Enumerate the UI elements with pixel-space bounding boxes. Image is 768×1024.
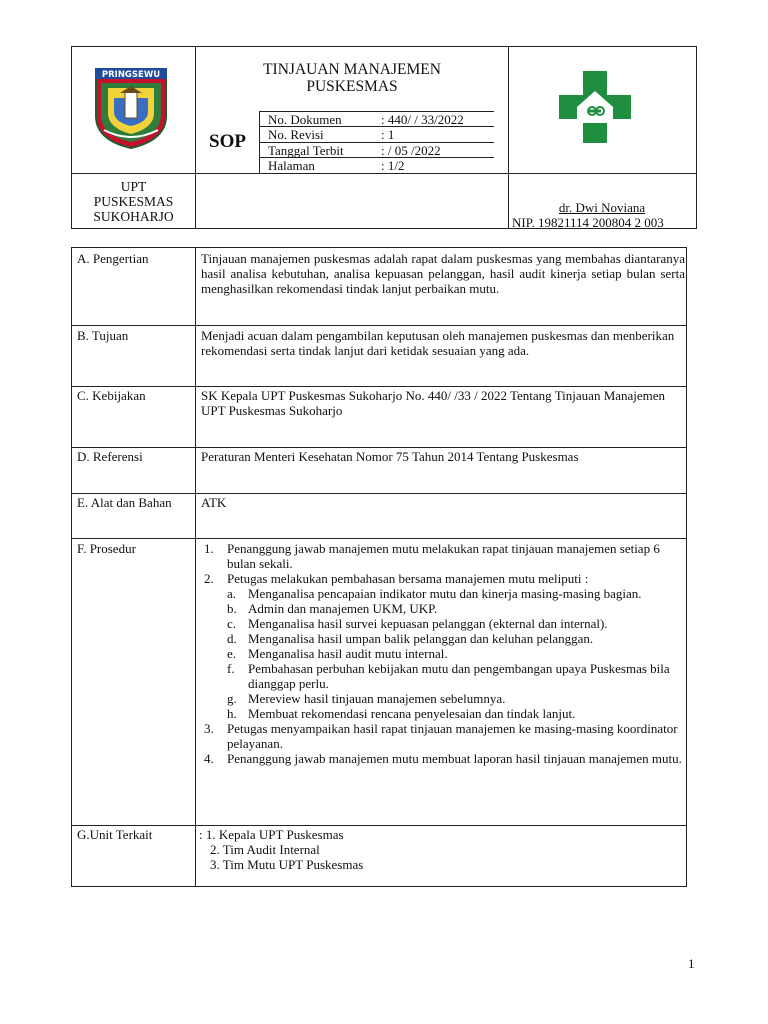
related-unit-item: 3. Tim Mutu UPT Puskesmas xyxy=(210,857,364,872)
substep-text: Menganalisa hasil survei kepuasan pelanggan (ekternal dan internal). xyxy=(248,616,608,631)
substep-letter: f. xyxy=(227,661,235,676)
title-line: TINJAUAN MANAJEMEN xyxy=(263,61,441,78)
column-divider xyxy=(195,248,196,886)
title-line: PUSKESMAS xyxy=(306,78,398,95)
row-divider xyxy=(72,493,686,494)
revision-value: : 1 xyxy=(381,127,395,142)
substep-text: Membuat rekomendasi rencana penyelesaian dan tindak lanjut. xyxy=(248,706,576,721)
revision-label: No. Revisi xyxy=(268,127,324,142)
procedure-list xyxy=(201,541,685,766)
section-label: C. Kebijakan xyxy=(77,388,146,403)
related-unit-item: 2. Tim Audit Internal xyxy=(210,842,320,857)
related-unit-item: : 1. Kepala UPT Puskesmas xyxy=(199,827,344,842)
substep-letter: b. xyxy=(227,601,237,616)
related-units-list xyxy=(199,827,683,872)
unit-line: SUKOHARJO xyxy=(93,209,174,224)
row-divider xyxy=(72,386,686,387)
substep-letter: h. xyxy=(227,706,237,721)
unit-line: UPT xyxy=(120,179,147,194)
row-divider xyxy=(72,538,686,539)
substep-letter: d. xyxy=(227,631,237,646)
substep-text: Menganalisa hasil umpan balik pelanggan dan keluhan pelanggan. xyxy=(248,631,594,646)
page-label: Halaman xyxy=(268,158,315,173)
procedure-step xyxy=(201,541,685,571)
step-number: 2. xyxy=(204,571,214,586)
signer-nip: NIP. 19821114 200804 2 003 xyxy=(512,215,664,230)
section-label: G.Unit Terkait xyxy=(77,827,153,842)
substep-letter: a. xyxy=(227,586,237,601)
section-label: A. Pengertian xyxy=(77,251,149,266)
document-title xyxy=(196,61,508,95)
step-text: Petugas melakukan pembahasan bersama manajemen mutu meliputi : xyxy=(227,571,589,586)
section-label: F. Prosedur xyxy=(77,541,136,556)
issue-date-label: Tanggal Terbit xyxy=(268,143,344,158)
row-divider xyxy=(72,825,686,826)
pringsewu-logo xyxy=(92,68,170,150)
procedure-step xyxy=(201,571,685,586)
doc-number-label: No. Dokumen xyxy=(268,112,342,127)
step-text: Penanggung jawab manajemen mutu melakukan rapat tinjauan manajemen setiap 6 bulan sekali. xyxy=(227,541,660,571)
issue-date-value: : / 05 /2022 xyxy=(381,143,441,158)
step-number: 4. xyxy=(204,751,214,766)
signer-name: dr. Dwi Noviana xyxy=(558,200,646,215)
procedure-substep xyxy=(201,601,685,616)
substep-text: Admin dan manajemen UKM, UKP. xyxy=(248,601,438,616)
row-divider xyxy=(72,325,686,326)
procedure-substep xyxy=(201,631,685,646)
procedure-substep xyxy=(201,646,685,661)
row-divider xyxy=(72,447,686,448)
unit-name xyxy=(72,179,195,224)
sop-label: SOP xyxy=(209,131,246,152)
section-label: D. Referensi xyxy=(77,449,143,464)
substep-letter: e. xyxy=(227,646,237,661)
section-label: E. Alat dan Bahan xyxy=(77,495,172,510)
procedure-substep xyxy=(201,691,685,706)
section-label: B. Tujuan xyxy=(77,328,129,343)
procedure-substep xyxy=(201,661,685,691)
substep-text: Menganalisa hasil audit mutu internal. xyxy=(248,646,448,661)
procedure-step xyxy=(201,751,685,766)
unit-line: PUSKESMAS xyxy=(93,194,174,209)
procedure-step xyxy=(201,721,685,751)
puskesmas-logo xyxy=(555,67,635,147)
substep-letter: g. xyxy=(227,691,237,706)
section-text: Tinjauan manajemen puskesmas adalah rapat dalam puskesmas yang membahas diantaranya hasil analisa kebutuhan, analisa kepuasan pelanggan, hasil audit kinerja setiap bulan serta menghasilkan rekomendasi tindak lanjut perbaikan mutu. xyxy=(201,251,685,296)
step-number: 1. xyxy=(204,541,214,556)
substep-letter: c. xyxy=(227,616,237,631)
step-number: 3. xyxy=(204,721,214,736)
section-text: Menjadi acuan dalam pengambilan keputusan oleh manajemen puskesmas dan menberikan rekomendasi serta tindak lanjut dari ketidak sesuaian yang ada. xyxy=(201,328,675,358)
substep-text: Pembahasan perbuhan kebijakan mutu dan pengembangan upaya Puskesmas bila dianggap perlu. xyxy=(248,661,670,691)
sop-content-table xyxy=(71,247,687,887)
doc-number-value: : 440/ / 33/2022 xyxy=(381,112,464,127)
step-text: Petugas menyampaikan hasil rapat tinjauan manajemen ke masing-masing koordinator pelayanan. xyxy=(227,721,678,751)
page-number: 1 xyxy=(688,956,695,971)
substep-text: Mereview hasil tinjauan manajemen sebelumnya. xyxy=(248,691,506,706)
procedure-substep xyxy=(201,706,685,721)
section-text: Peraturan Menteri Kesehatan Nomor 75 Tahun 2014 Tentang Puskesmas xyxy=(201,449,579,464)
procedure-substep xyxy=(201,586,685,601)
header-divider xyxy=(72,173,696,174)
page-value: : 1/2 xyxy=(381,158,405,173)
step-text: Penanggung jawab manajemen mutu membuat laporan hasil tinjauan manajemen mutu. xyxy=(227,751,682,766)
substep-text: Menganalisa pencapaian indikator mutu dan kinerja masing-masing bagian. xyxy=(248,586,642,601)
section-text: SK Kepala UPT Puskesmas Sukoharjo No. 440/ /33 / 2022 Tentang Tinjauan Manajemen UPT Puskesmas Sukoharjo xyxy=(201,388,666,418)
section-text: ATK xyxy=(201,495,227,510)
sop-header-table xyxy=(71,46,697,229)
svg-text:PRINGSEWU: PRINGSEWU xyxy=(101,70,161,80)
procedure-substep xyxy=(201,616,685,631)
